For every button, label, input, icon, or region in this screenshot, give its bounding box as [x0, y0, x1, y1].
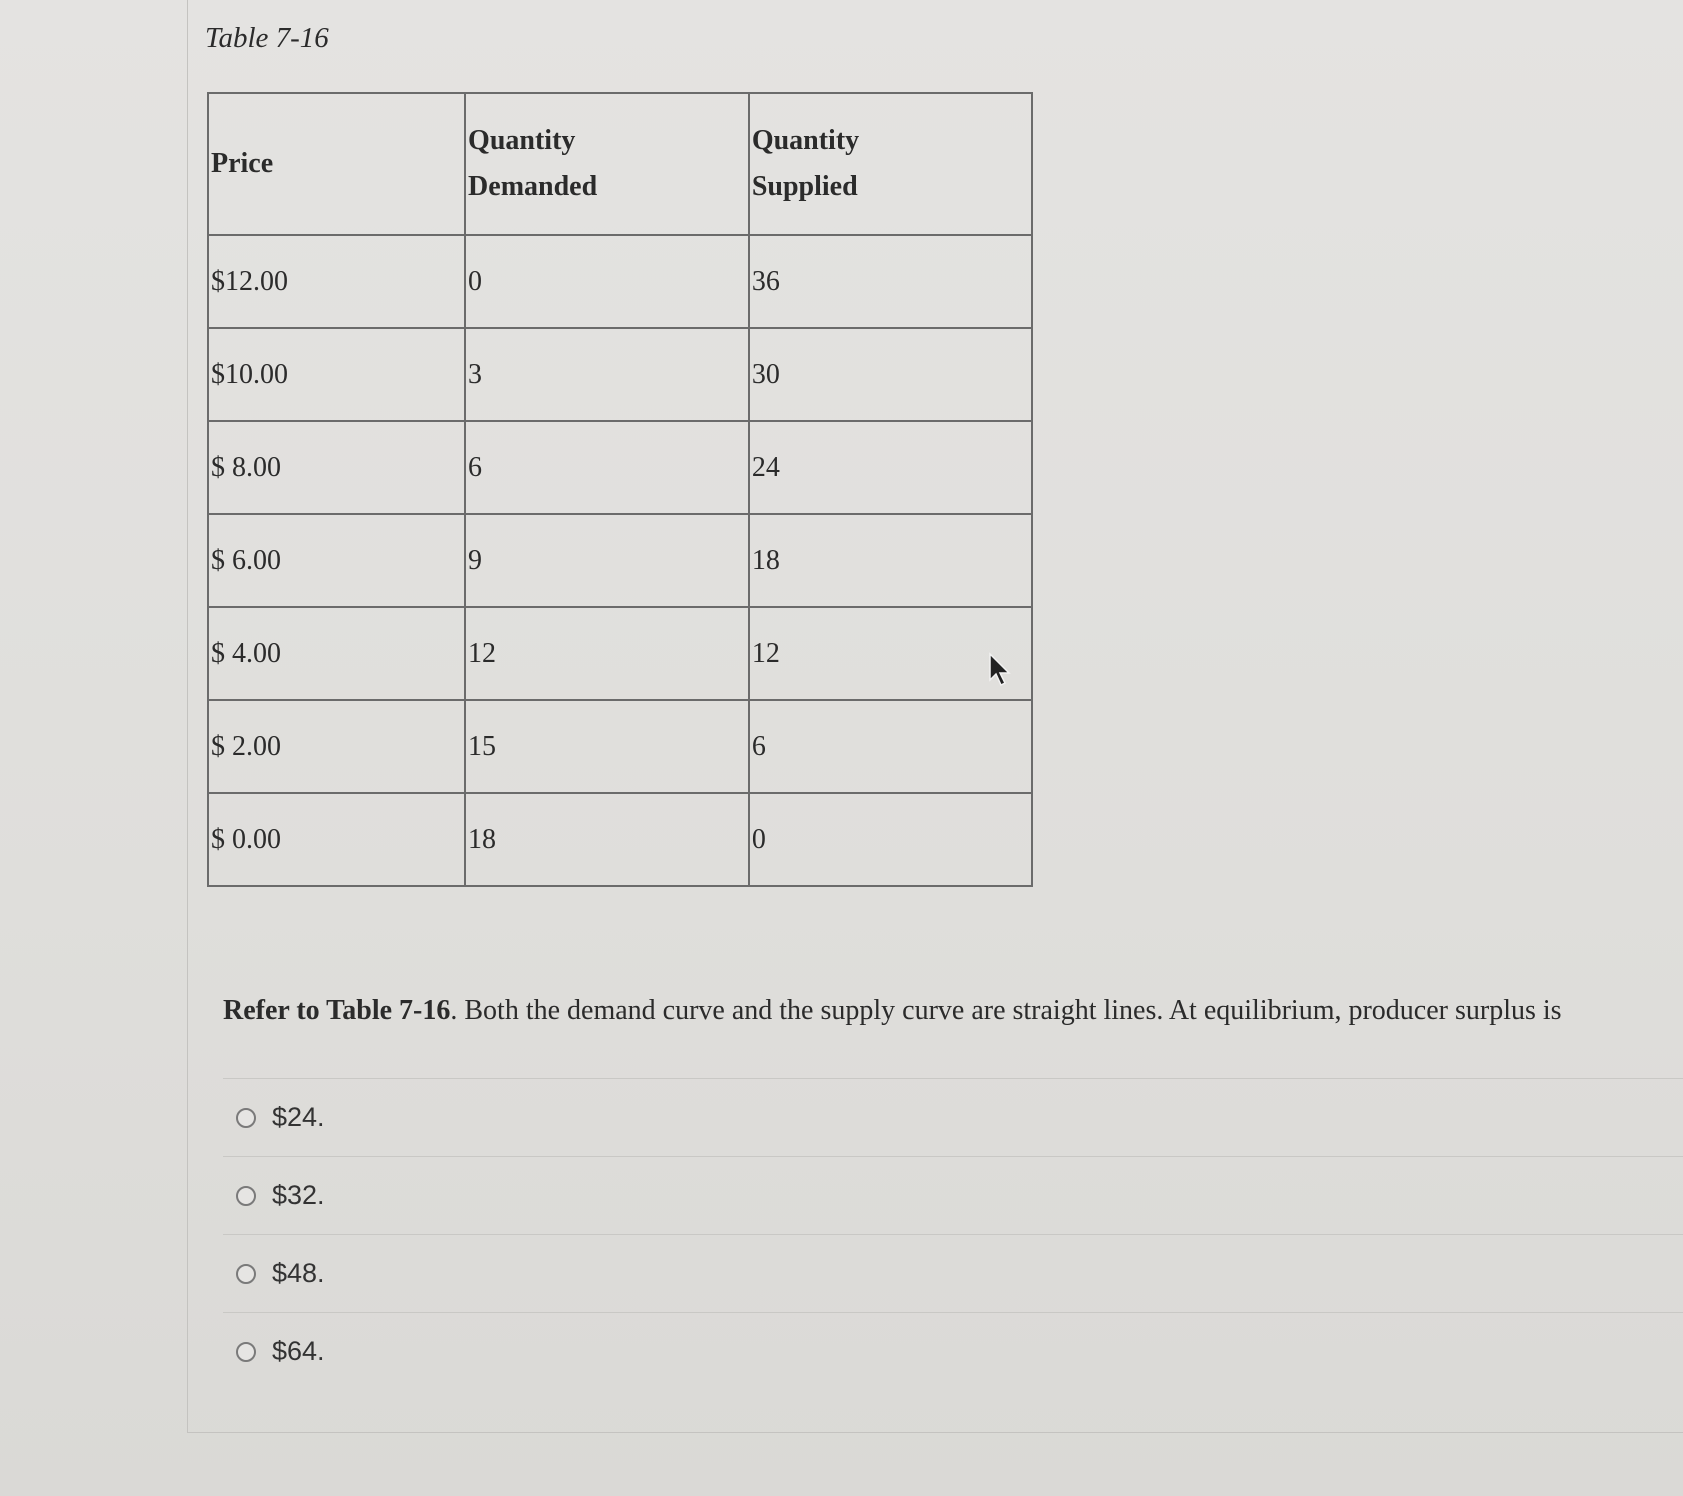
cell-supplied: 36 [749, 235, 1032, 328]
cell-price: $12.00 [208, 235, 465, 328]
table-caption: Table 7-16 [205, 22, 329, 54]
cell-price: $10.00 [208, 328, 465, 421]
cell-demanded: 9 [465, 514, 749, 607]
header-quantity-supplied: Quantity Supplied [749, 93, 1032, 235]
cell-price: $ 4.00 [208, 607, 465, 700]
option-label: $64. [272, 1336, 325, 1366]
cell-supplied: 24 [749, 421, 1032, 514]
header-price: Price [208, 93, 465, 235]
table-row [208, 700, 1032, 793]
option-label: $32. [272, 1180, 325, 1210]
question-body: . Both the demand curve and the supply curve are straight lines. At equilibrium, producer surplus is [450, 995, 1562, 1026]
cell-supplied: 12 [749, 607, 1032, 700]
option-label: $24. [272, 1102, 325, 1132]
supply-demand-table [207, 92, 1033, 887]
answer-option-4[interactable] [223, 1313, 1683, 1390]
cell-supplied: 0 [749, 793, 1032, 886]
cell-price: $ 6.00 [208, 514, 465, 607]
table-row [208, 793, 1032, 886]
table-row [208, 514, 1032, 607]
radio-button-icon[interactable] [236, 1342, 256, 1362]
table-row [208, 328, 1032, 421]
radio-button-icon[interactable] [236, 1186, 256, 1206]
table-row [208, 235, 1032, 328]
cell-demanded: 6 [465, 421, 749, 514]
cell-demanded: 18 [465, 793, 749, 886]
answer-option-1[interactable] [223, 1079, 1683, 1157]
mouse-cursor-icon [988, 652, 1014, 688]
cell-demanded: 0 [465, 235, 749, 328]
cell-demanded: 3 [465, 328, 749, 421]
cell-supplied: 6 [749, 700, 1032, 793]
header-quantity-demanded: Quantity Demanded [465, 93, 749, 235]
radio-button-icon[interactable] [236, 1264, 256, 1284]
cell-supplied: 18 [749, 514, 1032, 607]
option-label: $48. [272, 1258, 325, 1288]
answer-options [223, 1078, 1683, 1390]
table-row [208, 607, 1032, 700]
table-row [208, 421, 1032, 514]
cell-price: $ 2.00 [208, 700, 465, 793]
cell-price: $ 0.00 [208, 793, 465, 886]
table-header-row [208, 93, 1032, 235]
radio-button-icon[interactable] [236, 1108, 256, 1128]
cell-price: $ 8.00 [208, 421, 465, 514]
question-reference: Refer to Table 7-16 [223, 995, 451, 1026]
cell-demanded: 15 [465, 700, 749, 793]
question-text [223, 995, 1562, 1027]
cell-supplied: 30 [749, 328, 1032, 421]
answer-option-3[interactable] [223, 1235, 1683, 1313]
answer-option-2[interactable] [223, 1157, 1683, 1235]
cell-demanded: 12 [465, 607, 749, 700]
